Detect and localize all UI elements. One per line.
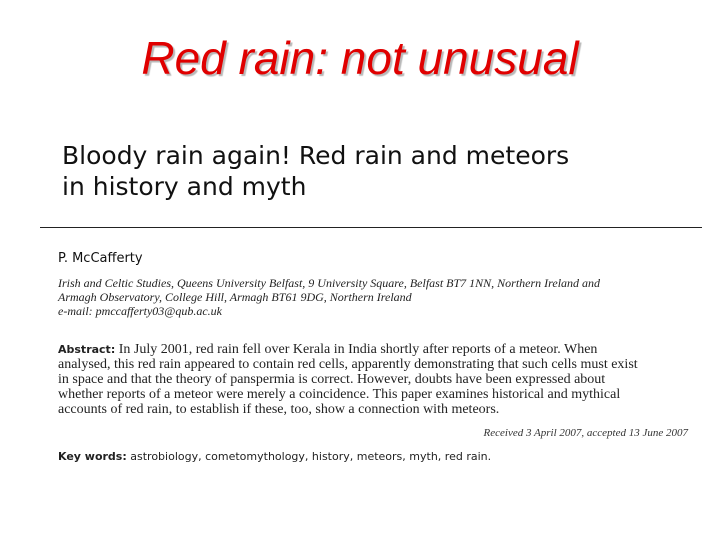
title-divider [40, 227, 702, 228]
abstract-line: whether reports of a meteor were merely a coincidence. This paper examines historical and mythical [58, 387, 621, 402]
abstract-line: analysed, this red rain appeared to contain red cells, apparently demonstrating that such cells must exist [58, 357, 638, 372]
abstract-text: In July 2001, red rain fell over Kerala in India shortly after reports of a meteor. When [118, 342, 598, 357]
paper-author: P. McCafferty [58, 251, 143, 266]
abstract-line: accounts of red rain, to establish if these, too, show a connection with meteors. [58, 402, 500, 417]
received-date: Received 3 April 2007, accepted 13 June 2007 [483, 427, 688, 439]
paper-title-line: in history and myth [62, 172, 307, 201]
affiliation-line: Armagh Observatory, College Hill, Armagh BT61 9DG, Northern Ireland [58, 290, 412, 304]
keywords-label: Key words: [58, 450, 127, 463]
abstract [58, 342, 708, 417]
abstract-label: Abstract: [58, 343, 116, 356]
affiliation-line: Irish and Celtic Studies, Queens University Belfast, 9 University Square, Belfast BT7 1NN, Northern Ireland and [58, 276, 601, 290]
abstract-line [58, 342, 708, 357]
paper-title-line: Bloody rain again! Red rain and meteors [62, 141, 570, 170]
paper-title [62, 140, 702, 202]
slide-title: Red rain: not unusual [141, 32, 579, 84]
author-email: e-mail: pmccafferty03@qub.ac.uk [58, 304, 222, 318]
abstract-line: in space and that the theory of panspermia is correct. However, doubts have been expressed about [58, 372, 606, 387]
author-affiliation [58, 276, 698, 318]
keywords [58, 450, 491, 464]
keywords-text: astrobiology, cometomythology, history, meteors, myth, red rain. [130, 450, 492, 463]
